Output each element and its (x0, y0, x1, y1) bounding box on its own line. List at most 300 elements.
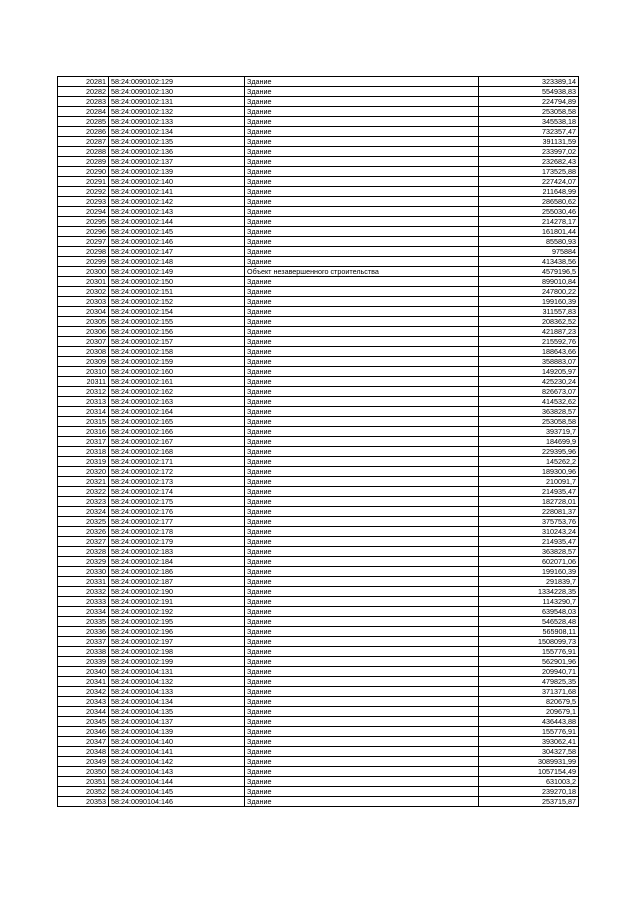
table-row (58, 117, 579, 127)
cadastral-number-cell: 58:24:0090102:199 (109, 657, 245, 667)
table-row (58, 697, 579, 707)
cadastral-number-cell: 58:24:0090102:151 (109, 287, 245, 297)
row-number-cell: 20312 (58, 387, 109, 397)
cadastral-value-cell: 310243,24 (479, 527, 579, 537)
cadastral-number-cell: 58:24:0090104:144 (109, 777, 245, 787)
cadastral-number-cell: 58:24:0090102:187 (109, 577, 245, 587)
row-number-cell: 20348 (58, 747, 109, 757)
table-row (58, 137, 579, 147)
cadastral-value-cell: 229395,96 (479, 447, 579, 457)
row-number-cell: 20318 (58, 447, 109, 457)
cadastral-value-cell: 253058,58 (479, 417, 579, 427)
row-number-cell: 20314 (58, 407, 109, 417)
property-register-table (57, 76, 579, 807)
cadastral-value-cell: 975884 (479, 247, 579, 257)
table-row (58, 557, 579, 567)
cadastral-value-cell: 546528,48 (479, 617, 579, 627)
table-row (58, 627, 579, 637)
object-type-cell: Здание (245, 577, 479, 587)
table-row (58, 737, 579, 747)
table-row (58, 447, 579, 457)
cadastral-number-cell: 58:24:0090102:143 (109, 207, 245, 217)
row-number-cell: 20323 (58, 497, 109, 507)
cadastral-number-cell: 58:24:0090104:132 (109, 677, 245, 687)
table-row (58, 357, 579, 367)
row-number-cell: 20290 (58, 167, 109, 177)
cadastral-number-cell: 58:24:0090102:195 (109, 617, 245, 627)
cadastral-number-cell: 58:24:0090102:176 (109, 507, 245, 517)
cadastral-value-cell: 227424,07 (479, 177, 579, 187)
cadastral-number-cell: 58:24:0090102:167 (109, 437, 245, 447)
object-type-cell: Здание (245, 637, 479, 647)
cadastral-value-cell: 214278,17 (479, 217, 579, 227)
table-row (58, 777, 579, 787)
cadastral-number-cell: 58:24:0090102:160 (109, 367, 245, 377)
object-type-cell: Здание (245, 437, 479, 447)
cadastral-number-cell: 58:24:0090102:171 (109, 457, 245, 467)
cadastral-number-cell: 58:24:0090102:150 (109, 277, 245, 287)
cadastral-value-cell: 414532,62 (479, 397, 579, 407)
table-row (58, 507, 579, 517)
object-type-cell: Объект незавершенного строительства (245, 267, 479, 277)
row-number-cell: 20325 (58, 517, 109, 527)
object-type-cell: Здание (245, 207, 479, 217)
row-number-cell: 20332 (58, 587, 109, 597)
object-type-cell: Здание (245, 557, 479, 567)
row-number-cell: 20330 (58, 567, 109, 577)
cadastral-value-cell: 371371,68 (479, 687, 579, 697)
row-number-cell: 20315 (58, 417, 109, 427)
row-number-cell: 20331 (58, 577, 109, 587)
table-row (58, 567, 579, 577)
cadastral-value-cell: 425230,24 (479, 377, 579, 387)
object-type-cell: Здание (245, 517, 479, 527)
row-number-cell: 20307 (58, 337, 109, 347)
object-type-cell: Здание (245, 467, 479, 477)
object-type-cell: Здание (245, 387, 479, 397)
row-number-cell: 20284 (58, 107, 109, 117)
cadastral-value-cell: 214935,47 (479, 537, 579, 547)
row-number-cell: 20353 (58, 797, 109, 807)
cadastral-number-cell: 58:24:0090102:129 (109, 77, 245, 87)
table-row (58, 277, 579, 287)
object-type-cell: Здание (245, 137, 479, 147)
cadastral-value-cell: 4579196,5 (479, 267, 579, 277)
cadastral-value-cell: 209940,71 (479, 667, 579, 677)
cadastral-number-cell: 58:24:0090102:134 (109, 127, 245, 137)
cadastral-value-cell: 173525,88 (479, 167, 579, 177)
row-number-cell: 20306 (58, 327, 109, 337)
object-type-cell: Здание (245, 367, 479, 377)
cadastral-value-cell: 393062,41 (479, 737, 579, 747)
cadastral-value-cell: 184699,9 (479, 437, 579, 447)
table-row (58, 617, 579, 627)
cadastral-number-cell: 58:24:0090102:156 (109, 327, 245, 337)
object-type-cell: Здание (245, 317, 479, 327)
table-row (58, 677, 579, 687)
cadastral-value-cell: 413438,56 (479, 257, 579, 267)
cadastral-value-cell: 311557,83 (479, 307, 579, 317)
table-row (58, 687, 579, 697)
cadastral-number-cell: 58:24:0090102:174 (109, 487, 245, 497)
table-row (58, 197, 579, 207)
row-number-cell: 20346 (58, 727, 109, 737)
cadastral-value-cell: 826673,07 (479, 387, 579, 397)
cadastral-number-cell: 58:24:0090102:135 (109, 137, 245, 147)
table-row (58, 77, 579, 87)
cadastral-value-cell: 211648,99 (479, 187, 579, 197)
row-number-cell: 20289 (58, 157, 109, 167)
object-type-cell: Здание (245, 297, 479, 307)
cadastral-number-cell: 58:24:0090104:142 (109, 757, 245, 767)
cadastral-value-cell: 208362,52 (479, 317, 579, 327)
cadastral-value-cell: 149205,97 (479, 367, 579, 377)
cadastral-value-cell: 209679,1 (479, 707, 579, 717)
row-number-cell: 20308 (58, 347, 109, 357)
cadastral-value-cell: 155776,91 (479, 647, 579, 657)
cadastral-value-cell: 602071,06 (479, 557, 579, 567)
cadastral-value-cell: 565908,11 (479, 627, 579, 637)
object-type-cell: Здание (245, 407, 479, 417)
cadastral-number-cell: 58:24:0090102:186 (109, 567, 245, 577)
table-row (58, 327, 579, 337)
row-number-cell: 20320 (58, 467, 109, 477)
row-number-cell: 20304 (58, 307, 109, 317)
table-row (58, 667, 579, 677)
object-type-cell: Здание (245, 257, 479, 267)
cadastral-value-cell: 182728,01 (479, 497, 579, 507)
object-type-cell: Здание (245, 787, 479, 797)
table-row (58, 477, 579, 487)
cadastral-number-cell: 58:24:0090102:168 (109, 447, 245, 457)
row-number-cell: 20292 (58, 187, 109, 197)
object-type-cell: Здание (245, 727, 479, 737)
table-row (58, 367, 579, 377)
table-row (58, 787, 579, 797)
row-number-cell: 20349 (58, 757, 109, 767)
object-type-cell: Здание (245, 527, 479, 537)
table-row (58, 757, 579, 767)
cadastral-value-cell: 363828,57 (479, 407, 579, 417)
cadastral-number-cell: 58:24:0090102:183 (109, 547, 245, 557)
cadastral-number-cell: 58:24:0090104:145 (109, 787, 245, 797)
cadastral-number-cell: 58:24:0090102:164 (109, 407, 245, 417)
table-row (58, 437, 579, 447)
cadastral-number-cell: 58:24:0090102:178 (109, 527, 245, 537)
cadastral-number-cell: 58:24:0090102:149 (109, 267, 245, 277)
cadastral-value-cell: 189300,96 (479, 467, 579, 477)
table-row (58, 227, 579, 237)
cadastral-value-cell: 375753,76 (479, 517, 579, 527)
object-type-cell: Здание (245, 127, 479, 137)
cadastral-value-cell: 639548,03 (479, 607, 579, 617)
object-type-cell: Здание (245, 247, 479, 257)
cadastral-value-cell: 224794,89 (479, 97, 579, 107)
cadastral-value-cell: 391131,59 (479, 137, 579, 147)
row-number-cell: 20305 (58, 317, 109, 327)
cadastral-number-cell: 58:24:0090104:146 (109, 797, 245, 807)
row-number-cell: 20347 (58, 737, 109, 747)
object-type-cell: Здание (245, 277, 479, 287)
cadastral-value-cell: 1334228,35 (479, 587, 579, 597)
cadastral-value-cell: 631003,2 (479, 777, 579, 787)
table-row (58, 317, 579, 327)
table-row (58, 237, 579, 247)
cadastral-value-cell: 554938,83 (479, 87, 579, 97)
cadastral-number-cell: 58:24:0090102:139 (109, 167, 245, 177)
table-row (58, 517, 579, 527)
object-type-cell: Здание (245, 797, 479, 807)
table-row (58, 727, 579, 737)
table-row (58, 177, 579, 187)
table-row (58, 407, 579, 417)
row-number-cell: 20281 (58, 77, 109, 87)
table-row (58, 387, 579, 397)
object-type-cell: Здание (245, 457, 479, 467)
cadastral-number-cell: 58:24:0090102:163 (109, 397, 245, 407)
object-type-cell: Здание (245, 327, 479, 337)
table-row (58, 167, 579, 177)
cadastral-number-cell: 58:24:0090102:148 (109, 257, 245, 267)
cadastral-value-cell: 358883,07 (479, 357, 579, 367)
cadastral-number-cell: 58:24:0090102:146 (109, 237, 245, 247)
table-row (58, 377, 579, 387)
cadastral-number-cell: 58:24:0090102:190 (109, 587, 245, 597)
cadastral-number-cell: 58:24:0090102:145 (109, 227, 245, 237)
cadastral-number-cell: 58:24:0090102:141 (109, 187, 245, 197)
cadastral-value-cell: 1143290,7 (479, 597, 579, 607)
cadastral-number-cell: 58:24:0090102:130 (109, 87, 245, 97)
row-number-cell: 20350 (58, 767, 109, 777)
cadastral-value-cell: 1508099,73 (479, 637, 579, 647)
table-row (58, 547, 579, 557)
cadastral-number-cell: 58:24:0090102:175 (109, 497, 245, 507)
cadastral-number-cell: 58:24:0090102:179 (109, 537, 245, 547)
cadastral-value-cell: 145262,2 (479, 457, 579, 467)
cadastral-number-cell: 58:24:0090104:141 (109, 747, 245, 757)
row-number-cell: 20283 (58, 97, 109, 107)
cadastral-number-cell: 58:24:0090102:196 (109, 627, 245, 637)
table-row (58, 297, 579, 307)
object-type-cell: Здание (245, 217, 479, 227)
cadastral-value-cell: 286580,62 (479, 197, 579, 207)
object-type-cell: Здание (245, 377, 479, 387)
object-type-cell: Здание (245, 307, 479, 317)
object-type-cell: Здание (245, 117, 479, 127)
row-number-cell: 20300 (58, 267, 109, 277)
object-type-cell: Здание (245, 487, 479, 497)
cadastral-number-cell: 58:24:0090104:135 (109, 707, 245, 717)
cadastral-number-cell: 58:24:0090102:198 (109, 647, 245, 657)
table-row (58, 707, 579, 717)
cadastral-value-cell: 345538,18 (479, 117, 579, 127)
row-number-cell: 20337 (58, 637, 109, 647)
row-number-cell: 20328 (58, 547, 109, 557)
row-number-cell: 20344 (58, 707, 109, 717)
row-number-cell: 20338 (58, 647, 109, 657)
object-type-cell: Здание (245, 707, 479, 717)
cadastral-value-cell: 188643,66 (479, 347, 579, 357)
table-row (58, 657, 579, 667)
cadastral-value-cell: 253058,58 (479, 107, 579, 117)
object-type-cell: Здание (245, 717, 479, 727)
object-type-cell: Здание (245, 757, 479, 767)
table-row (58, 717, 579, 727)
cadastral-number-cell: 58:24:0090102:158 (109, 347, 245, 357)
cadastral-value-cell: 363828,57 (479, 547, 579, 557)
cadastral-value-cell: 899010,84 (479, 277, 579, 287)
object-type-cell: Здание (245, 767, 479, 777)
cadastral-number-cell: 58:24:0090102:184 (109, 557, 245, 567)
cadastral-number-cell: 58:24:0090104:140 (109, 737, 245, 747)
table-row (58, 637, 579, 647)
object-type-cell: Здание (245, 87, 479, 97)
cadastral-value-cell: 479825,35 (479, 677, 579, 687)
row-number-cell: 20302 (58, 287, 109, 297)
cadastral-number-cell: 58:24:0090102:159 (109, 357, 245, 367)
table-row (58, 607, 579, 617)
table-row (58, 467, 579, 477)
table-row (58, 87, 579, 97)
cadastral-number-cell: 58:24:0090102:155 (109, 317, 245, 327)
object-type-cell: Здание (245, 567, 479, 577)
object-type-cell: Здание (245, 507, 479, 517)
cadastral-number-cell: 58:24:0090104:137 (109, 717, 245, 727)
row-number-cell: 20294 (58, 207, 109, 217)
row-number-cell: 20340 (58, 667, 109, 677)
object-type-cell: Здание (245, 167, 479, 177)
cadastral-value-cell: 232682,43 (479, 157, 579, 167)
object-type-cell: Здание (245, 677, 479, 687)
object-type-cell: Здание (245, 537, 479, 547)
cadastral-number-cell: 58:24:0090102:140 (109, 177, 245, 187)
cadastral-value-cell: 436443,88 (479, 717, 579, 727)
object-type-cell: Здание (245, 77, 479, 87)
cadastral-value-cell: 255030,46 (479, 207, 579, 217)
cadastral-number-cell: 58:24:0090102:144 (109, 217, 245, 227)
row-number-cell: 20322 (58, 487, 109, 497)
cadastral-value-cell: 199160,39 (479, 567, 579, 577)
object-type-cell: Здание (245, 427, 479, 437)
cadastral-value-cell: 215592,76 (479, 337, 579, 347)
object-type-cell: Здание (245, 227, 479, 237)
row-number-cell: 20316 (58, 427, 109, 437)
cadastral-value-cell: 228081,37 (479, 507, 579, 517)
cadastral-number-cell: 58:24:0090102:192 (109, 607, 245, 617)
object-type-cell: Здание (245, 547, 479, 557)
cadastral-number-cell: 58:24:0090104:143 (109, 767, 245, 777)
cadastral-number-cell: 58:24:0090102:154 (109, 307, 245, 317)
row-number-cell: 20326 (58, 527, 109, 537)
cadastral-number-cell: 58:24:0090102:166 (109, 427, 245, 437)
table-row (58, 537, 579, 547)
table-row (58, 307, 579, 317)
cadastral-number-cell: 58:24:0090102:173 (109, 477, 245, 487)
table-row (58, 207, 579, 217)
object-type-cell: Здание (245, 597, 479, 607)
table-row (58, 597, 579, 607)
object-type-cell: Здание (245, 177, 479, 187)
object-type-cell: Здание (245, 357, 479, 367)
cadastral-value-cell: 562901,96 (479, 657, 579, 667)
cadastral-number-cell: 58:24:0090102:133 (109, 117, 245, 127)
cadastral-value-cell: 199160,39 (479, 297, 579, 307)
object-type-cell: Здание (245, 627, 479, 637)
cadastral-number-cell: 58:24:0090102:172 (109, 467, 245, 477)
row-number-cell: 20335 (58, 617, 109, 627)
cadastral-number-cell: 58:24:0090102:147 (109, 247, 245, 257)
table-row (58, 287, 579, 297)
row-number-cell: 20299 (58, 257, 109, 267)
cadastral-value-cell: 732357,47 (479, 127, 579, 137)
cadastral-value-cell: 85580,93 (479, 237, 579, 247)
table-row (58, 577, 579, 587)
table-row (58, 427, 579, 437)
object-type-cell: Здание (245, 287, 479, 297)
table-row (58, 497, 579, 507)
object-type-cell: Здание (245, 697, 479, 707)
cadastral-number-cell: 58:24:0090102:165 (109, 417, 245, 427)
row-number-cell: 20336 (58, 627, 109, 637)
cadastral-number-cell: 58:24:0090104:133 (109, 687, 245, 697)
row-number-cell: 20351 (58, 777, 109, 787)
cadastral-value-cell: 291839,7 (479, 577, 579, 587)
row-number-cell: 20311 (58, 377, 109, 387)
row-number-cell: 20333 (58, 597, 109, 607)
row-number-cell: 20301 (58, 277, 109, 287)
object-type-cell: Здание (245, 157, 479, 167)
object-type-cell: Здание (245, 667, 479, 677)
object-type-cell: Здание (245, 587, 479, 597)
cadastral-number-cell: 58:24:0090102:197 (109, 637, 245, 647)
table-row (58, 97, 579, 107)
table-row (58, 187, 579, 197)
cadastral-value-cell: 233997,02 (479, 147, 579, 157)
row-number-cell: 20342 (58, 687, 109, 697)
object-type-cell: Здание (245, 187, 479, 197)
object-type-cell: Здание (245, 447, 479, 457)
row-number-cell: 20329 (58, 557, 109, 567)
table-row (58, 267, 579, 277)
table-row (58, 797, 579, 807)
table-row (58, 247, 579, 257)
row-number-cell: 20286 (58, 127, 109, 137)
table-row (58, 257, 579, 267)
table-row (58, 457, 579, 467)
table-row (58, 147, 579, 157)
row-number-cell: 20287 (58, 137, 109, 147)
cadastral-number-cell: 58:24:0090102:131 (109, 97, 245, 107)
table-row (58, 647, 579, 657)
cadastral-number-cell: 58:24:0090104:134 (109, 697, 245, 707)
row-number-cell: 20296 (58, 227, 109, 237)
cadastral-value-cell: 820679,5 (479, 697, 579, 707)
table-row (58, 487, 579, 497)
row-number-cell: 20285 (58, 117, 109, 127)
row-number-cell: 20352 (58, 787, 109, 797)
row-number-cell: 20298 (58, 247, 109, 257)
table-row (58, 127, 579, 137)
row-number-cell: 20324 (58, 507, 109, 517)
row-number-cell: 20321 (58, 477, 109, 487)
cadastral-value-cell: 253715,87 (479, 797, 579, 807)
table-row (58, 347, 579, 357)
table-row (58, 397, 579, 407)
cadastral-number-cell: 58:24:0090102:152 (109, 297, 245, 307)
cadastral-number-cell: 58:24:0090102:157 (109, 337, 245, 347)
cadastral-number-cell: 58:24:0090102:142 (109, 197, 245, 207)
object-type-cell: Здание (245, 347, 479, 357)
